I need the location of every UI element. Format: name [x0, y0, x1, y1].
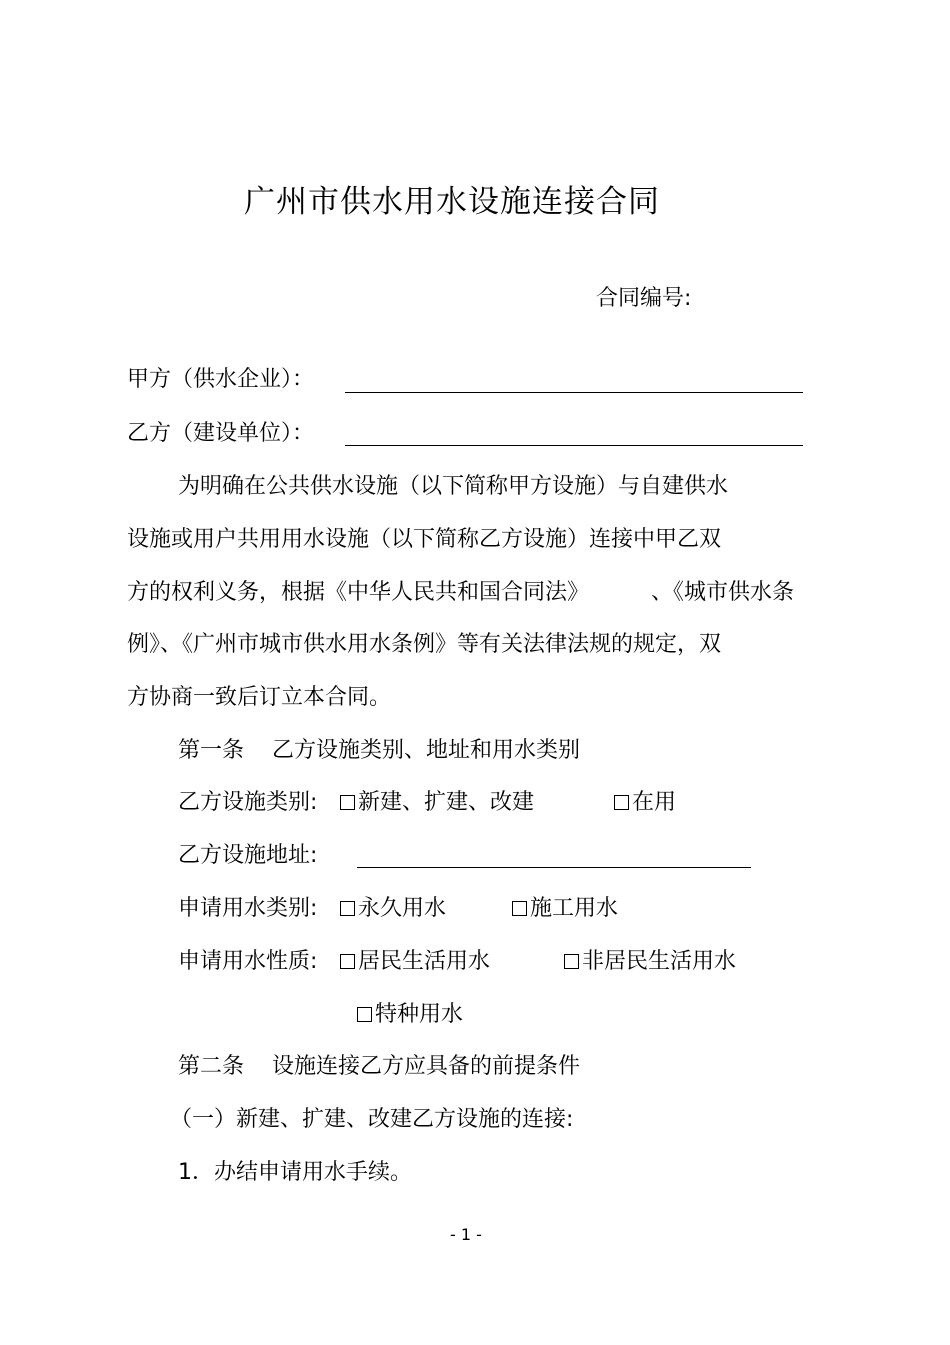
intro-paragraph-line: 例》、《广州市城市供水用水条例》等有关法律法规的规定，双 [127, 632, 722, 657]
water-category-option-construction[interactable]: 施工用水 [512, 896, 618, 922]
list-item: 1．办结申请用水手续。 [178, 1160, 412, 1185]
party-b-label: 乙方（建设单位）： [127, 421, 315, 446]
checkbox-icon[interactable] [357, 1007, 372, 1022]
checkbox-icon[interactable] [340, 795, 355, 810]
water-category-label: 申请用水类别: [178, 896, 318, 921]
facility-type-option-new[interactable]: 新建、扩建、改建 [340, 790, 534, 816]
checkbox-icon[interactable] [340, 901, 355, 916]
intro-paragraph-line: 、《城市供水条 [651, 580, 795, 605]
party-a-label: 甲方（供水企业）： [127, 367, 315, 392]
party-b-name-field[interactable] [345, 445, 803, 446]
party-a-name-field[interactable] [345, 392, 803, 393]
checkbox-icon[interactable] [340, 954, 355, 969]
checkbox-icon[interactable] [614, 795, 629, 810]
facility-type-label: 乙方设施类别: [178, 790, 318, 815]
facility-address-field[interactable] [357, 867, 751, 868]
article-1-heading: 第一条 乙方设施类别、地址和用水类别 [178, 738, 580, 763]
document-title: 广州市供水用水设施连接合同 [244, 184, 660, 220]
facility-type-option-in-use[interactable]: 在用 [614, 790, 676, 816]
water-nature-option-residential[interactable]: 居民生活用水 [340, 949, 490, 975]
intro-paragraph-line: 设施或用户共用用水设施（以下简称乙方设施）连接中甲乙双 [127, 527, 722, 552]
water-category-option-permanent[interactable]: 永久用水 [340, 896, 446, 922]
intro-paragraph-line: 方的权利义务，根据《中华人民共和国合同法》 [127, 580, 590, 605]
article-2-heading: 第二条 设施连接乙方应具备的前提条件 [178, 1054, 580, 1079]
checkbox-icon[interactable] [512, 901, 527, 916]
page-number: - 1 - [450, 1225, 482, 1244]
contract-number-label: 合同编号: [596, 286, 692, 311]
intro-paragraph-line: 为明确在公共供水设施（以下简称甲方设施）与自建供水 [178, 474, 729, 499]
section-1-heading: （一）新建、扩建、改建乙方设施的连接: [170, 1107, 574, 1132]
water-nature-option-non-residential[interactable]: 非居民生活用水 [564, 949, 736, 975]
intro-paragraph-line: 方协商一致后订立本合同。 [127, 685, 392, 710]
water-nature-option-special[interactable]: 特种用水 [357, 1002, 463, 1028]
water-nature-label: 申请用水性质: [178, 949, 318, 974]
facility-address-label: 乙方设施地址: [178, 843, 318, 868]
checkbox-icon[interactable] [564, 954, 579, 969]
